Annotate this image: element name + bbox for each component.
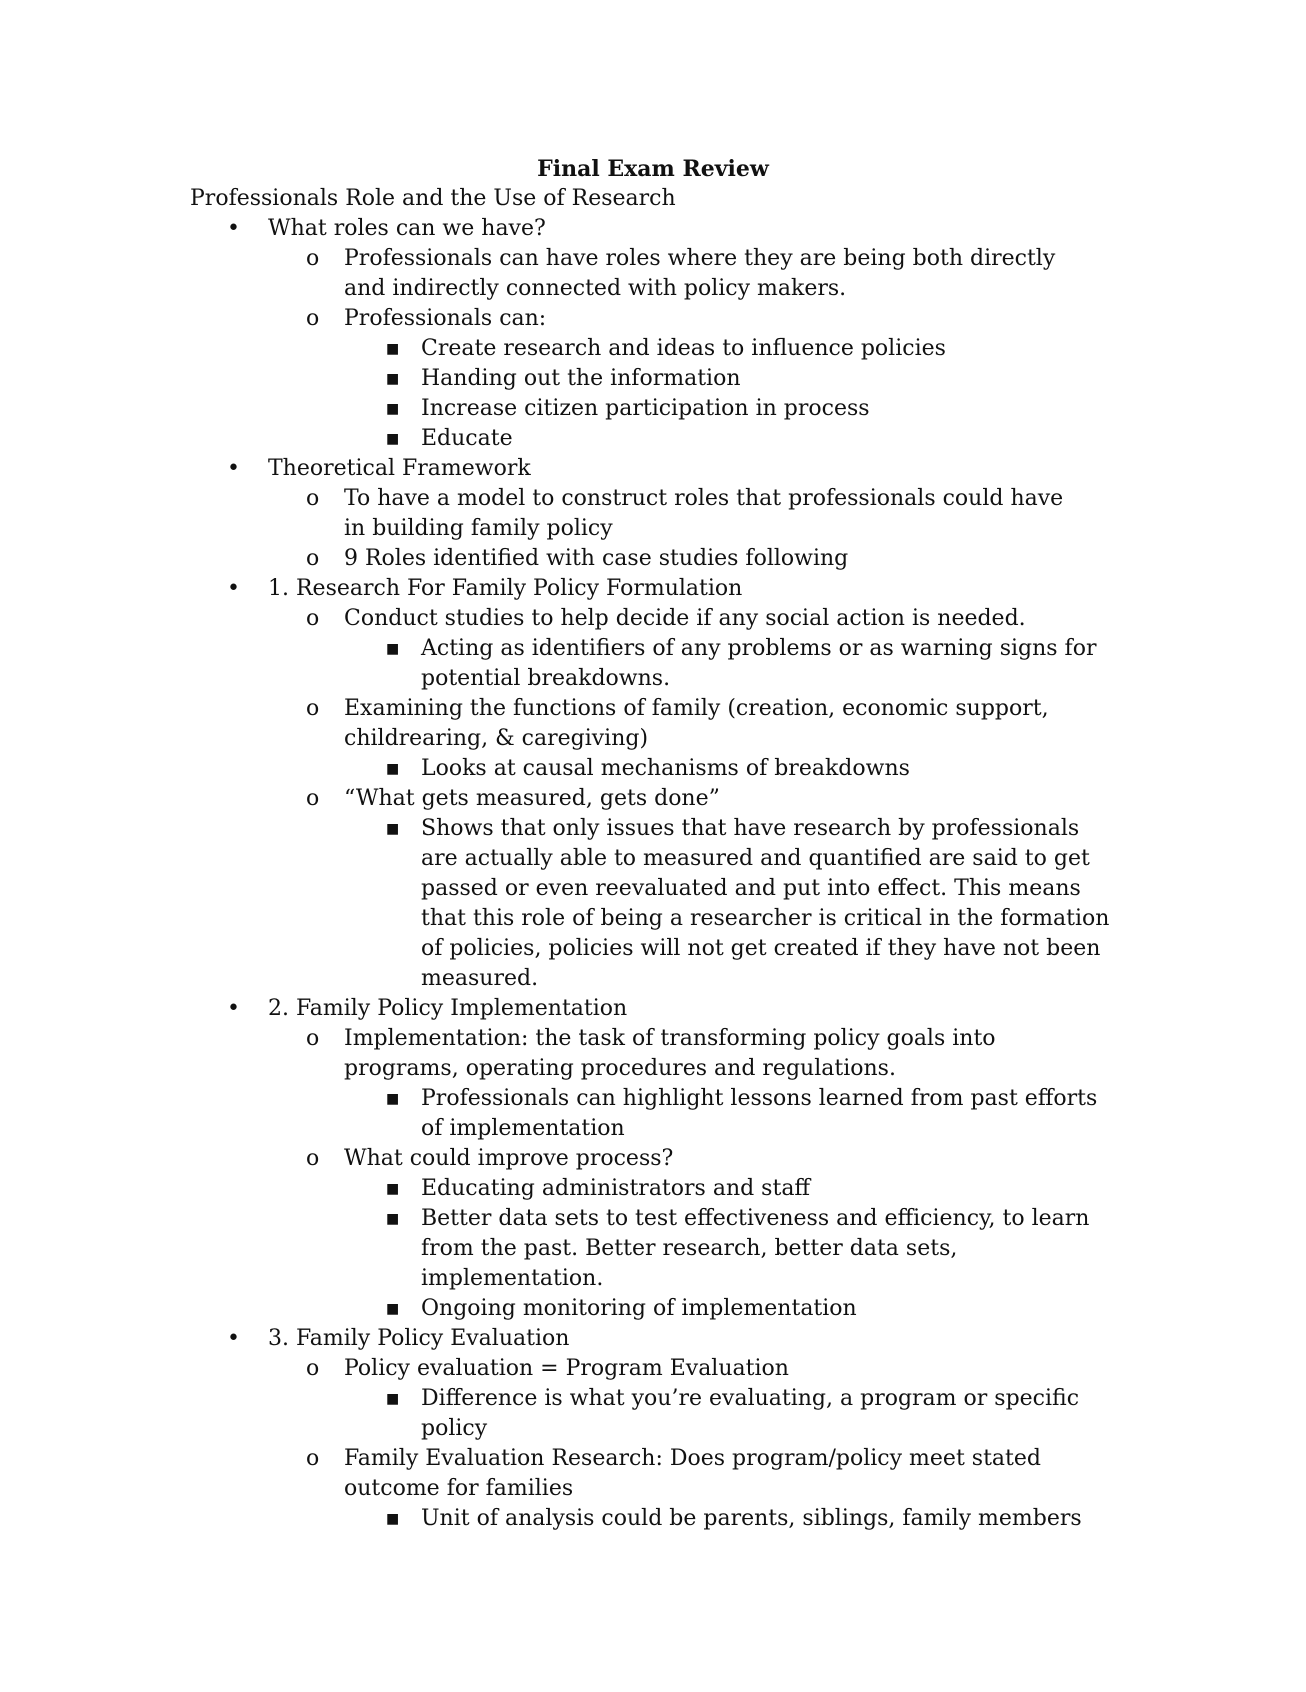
bullet-marker-icon: ■: [386, 401, 400, 417]
bullet-marker-icon: o: [306, 1026, 320, 1051]
sub-bullet-item: [0, 244, 1306, 304]
item-text: Examining the functions of family (creation, economic support, childrearing, & caregiving): [344, 696, 1049, 751]
bullet-item: [0, 214, 1306, 244]
bullet-marker-icon: ■: [386, 1091, 400, 1107]
sub-sub-bullet-item: [0, 814, 1306, 994]
sub-sub-bullet-item: [0, 394, 1306, 424]
bullet-marker-icon: o: [306, 606, 320, 631]
item-text: Increase citizen participation in process: [421, 396, 870, 421]
sub-bullet-item: [0, 1444, 1306, 1504]
sub-bullet-item: [0, 484, 1306, 544]
sub-sub-bullet-item: [0, 364, 1306, 394]
sub-sub-bullet-item: [0, 1504, 1306, 1534]
sub-bullet-item: [0, 304, 1306, 334]
item-text: 9 Roles identified with case studies following: [344, 546, 849, 571]
sub-sub-bullet-item: [0, 1384, 1306, 1444]
sub-bullet-item: [0, 694, 1306, 754]
document-title: Final Exam Review: [537, 156, 769, 182]
bullet-marker-icon: •: [227, 216, 240, 241]
sub-bullet-item: [0, 544, 1306, 574]
sub-bullet-item: [0, 1024, 1306, 1084]
bullet-marker-icon: ■: [386, 431, 400, 447]
section-heading: Professionals Role and the Use of Research: [190, 186, 676, 211]
item-text: Policy evaluation = Program Evaluation: [344, 1356, 789, 1381]
bullet-item: [0, 1324, 1306, 1354]
sub-sub-bullet-item: [0, 1084, 1306, 1144]
sub-sub-bullet-item: [0, 754, 1306, 784]
bullet-marker-icon: o: [306, 1446, 320, 1471]
bullet-marker-icon: o: [306, 486, 320, 511]
bullet-marker-icon: •: [227, 996, 240, 1021]
bullet-marker-icon: •: [227, 576, 240, 601]
bullet-marker-icon: ■: [386, 1211, 400, 1227]
item-text: Looks at causal mechanisms of breakdowns: [421, 756, 910, 781]
item-text: Ongoing monitoring of implementation: [421, 1296, 857, 1321]
bullet-marker-icon: o: [306, 696, 320, 721]
item-text: Shows that only issues that have research by professionals are actually able to measured and quantified are said to get passed or even reevaluated and put into effect. This means that this role of being a researcher is critical in the formation of policies, policies will not get created if they have not been measured.: [421, 816, 1110, 991]
bullet-marker-icon: ■: [386, 821, 400, 837]
sub-sub-bullet-item: [0, 1204, 1306, 1294]
item-text: Difference is what you’re evaluating, a program or specific policy: [421, 1386, 1080, 1441]
sub-bullet-item: [0, 784, 1306, 814]
bullet-marker-icon: ■: [386, 341, 400, 357]
item-text: Handing out the information: [421, 366, 741, 391]
bullet-marker-icon: o: [306, 546, 320, 571]
sub-bullet-item: [0, 604, 1306, 634]
bullet-marker-icon: ■: [386, 1181, 400, 1197]
bullet-marker-icon: ■: [386, 1391, 400, 1407]
bullet-marker-icon: o: [306, 786, 320, 811]
bullet-marker-icon: •: [227, 1326, 240, 1351]
item-text: Create research and ideas to influence policies: [421, 336, 946, 361]
item-text: Professionals can have roles where they are being both directly and indirectly connected with policy makers.: [344, 246, 1056, 301]
bullet-item: [0, 454, 1306, 484]
sub-sub-bullet-item: [0, 1174, 1306, 1204]
item-text: Professionals can highlight lessons learned from past efforts of implementation: [421, 1086, 1098, 1141]
item-text: “What gets measured, gets done”: [344, 786, 720, 811]
bullet-marker-icon: ■: [386, 1511, 400, 1527]
item-text: What could improve process?: [344, 1146, 674, 1171]
item-text: Implementation: the task of transforming policy goals into programs, operating procedures and regulations.: [344, 1026, 996, 1081]
bullet-marker-icon: •: [227, 456, 240, 481]
bullet-marker-icon: o: [306, 306, 320, 331]
sub-sub-bullet-item: [0, 634, 1306, 694]
sub-sub-bullet-item: [0, 424, 1306, 454]
item-text: Acting as identifiers of any problems or as warning signs for potential breakdowns.: [421, 636, 1097, 691]
item-text: What roles can we have?: [268, 216, 546, 241]
bullet-marker-icon: ■: [386, 371, 400, 387]
item-text: Educating administrators and staff: [421, 1176, 811, 1201]
item-text: To have a model to construct roles that professionals could have in building family policy: [344, 486, 1064, 541]
sub-sub-bullet-item: [0, 334, 1306, 364]
item-text: 1. Research For Family Policy Formulation: [268, 576, 743, 601]
item-text: Theoretical Framework: [268, 456, 531, 481]
bullet-marker-icon: o: [306, 246, 320, 271]
bullet-item: [0, 574, 1306, 604]
item-text: 2. Family Policy Implementation: [268, 996, 628, 1021]
sub-bullet-item: [0, 1144, 1306, 1174]
item-text: 3. Family Policy Evaluation: [268, 1326, 570, 1351]
bullet-marker-icon: ■: [386, 761, 400, 777]
bullet-marker-icon: o: [306, 1146, 320, 1171]
item-text: Conduct studies to help decide if any social action is needed.: [344, 606, 1026, 631]
outline-list: [0, 214, 1306, 1534]
bullet-marker-icon: ■: [386, 641, 400, 657]
bullet-marker-icon: ■: [386, 1301, 400, 1317]
item-text: Better data sets to test effectiveness and efficiency, to learn from the past. Better research, better data sets, implementation.: [421, 1206, 1090, 1291]
item-text: Educate: [421, 426, 513, 451]
bullet-marker-icon: o: [306, 1356, 320, 1381]
sub-sub-bullet-item: [0, 1294, 1306, 1324]
sub-bullet-item: [0, 1354, 1306, 1384]
item-text: Unit of analysis could be parents, siblings, family members: [421, 1506, 1082, 1531]
item-text: Family Evaluation Research: Does program/policy meet stated outcome for families: [344, 1446, 1041, 1501]
item-text: Professionals can:: [344, 306, 547, 331]
bullet-item: [0, 994, 1306, 1024]
